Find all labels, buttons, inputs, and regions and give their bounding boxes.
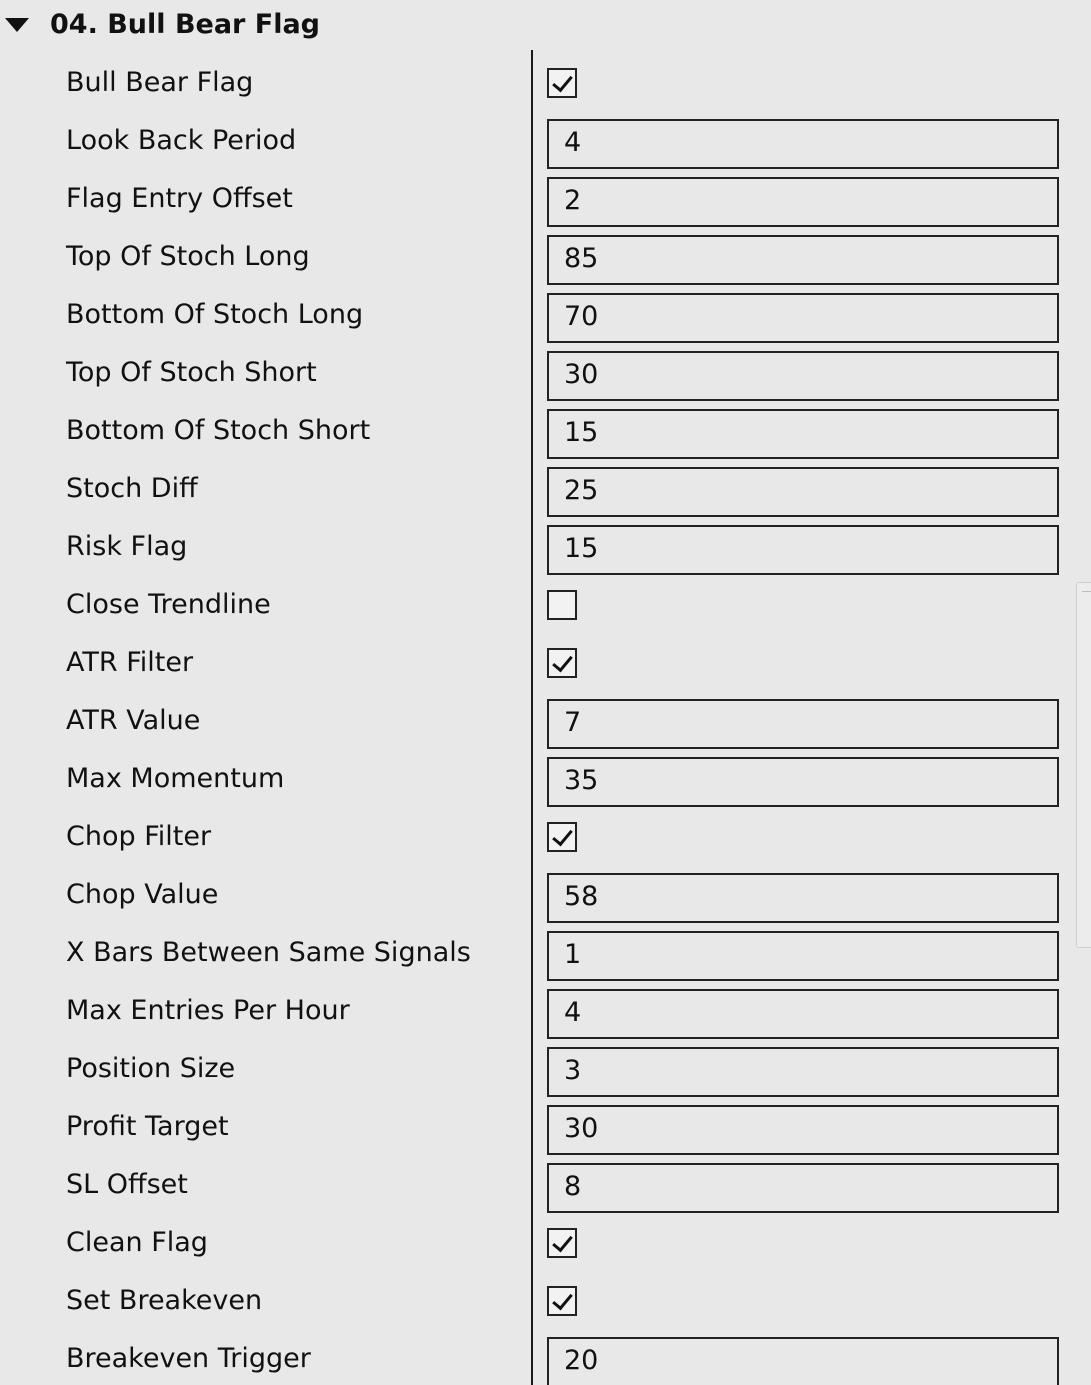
property-label: ATR Value [66, 705, 201, 736]
chop-filter-checkbox[interactable] [547, 822, 577, 852]
x-bars-between-same-signals-input[interactable]: 1 [547, 931, 1059, 981]
property-label: Set Breakeven [66, 1285, 263, 1316]
property-row-max-entries-per-hour [0, 982, 1091, 1040]
property-row-chop-value [0, 866, 1091, 924]
max-entries-per-hour-input[interactable]: 4 [547, 989, 1059, 1039]
bottom-of-stoch-long-input[interactable]: 70 [547, 293, 1059, 343]
clean-flag-checkbox[interactable] [547, 1228, 577, 1258]
property-row-breakeven-trigger [0, 1330, 1091, 1385]
property-label: Position Size [66, 1053, 236, 1084]
property-row-position-size [0, 1040, 1091, 1098]
chop-value-input[interactable]: 58 [547, 873, 1059, 923]
property-list [0, 54, 1091, 1385]
property-row-bull-bear-flag [0, 54, 1091, 112]
property-label: Flag Entry Offset [66, 183, 293, 214]
property-row-x-bars-between-same-signals [0, 924, 1091, 982]
property-row-sl-offset [0, 1156, 1091, 1214]
property-row-flag-entry-offset [0, 170, 1091, 228]
checkmark-icon [552, 1231, 573, 1253]
property-label: Top Of Stoch Short [66, 357, 317, 388]
max-momentum-input[interactable]: 35 [547, 757, 1059, 807]
atr-filter-checkbox[interactable] [547, 648, 577, 678]
stoch-diff-input[interactable]: 25 [547, 467, 1059, 517]
profit-target-input[interactable]: 30 [547, 1105, 1059, 1155]
property-row-bottom-of-stoch-short [0, 402, 1091, 460]
property-label: Chop Value [66, 879, 219, 910]
property-label: Close Trendline [66, 589, 271, 620]
property-row-max-momentum [0, 750, 1091, 808]
property-row-close-trendline [0, 576, 1091, 634]
property-row-stoch-diff [0, 460, 1091, 518]
grip-line [1082, 591, 1091, 592]
property-label: X Bars Between Same Signals [66, 937, 471, 968]
property-label: Top Of Stoch Long [66, 241, 310, 272]
checkmark-icon [552, 1289, 573, 1311]
section-header[interactable] [0, 0, 1091, 50]
checkmark-icon [552, 825, 573, 847]
close-trendline-checkbox[interactable] [547, 590, 577, 620]
property-label: SL Offset [66, 1169, 188, 1200]
property-row-chop-filter [0, 808, 1091, 866]
atr-value-input[interactable]: 7 [547, 699, 1059, 749]
top-of-stoch-long-input[interactable]: 85 [547, 235, 1059, 285]
property-row-set-breakeven [0, 1272, 1091, 1330]
property-row-look-back-period [0, 112, 1091, 170]
property-label: Profit Target [66, 1111, 229, 1142]
property-row-clean-flag [0, 1214, 1091, 1272]
property-label: Risk Flag [66, 531, 188, 562]
property-label: Chop Filter [66, 821, 212, 852]
property-row-risk-flag [0, 518, 1091, 576]
triangle-down-icon[interactable] [5, 18, 29, 32]
property-row-atr-value [0, 692, 1091, 750]
property-label: Clean Flag [66, 1227, 208, 1258]
section-title: 04. Bull Bear Flag [50, 9, 321, 40]
property-label: Max Momentum [66, 763, 285, 794]
risk-flag-input[interactable]: 15 [547, 525, 1059, 575]
checkmark-icon [552, 651, 573, 673]
position-size-input[interactable]: 3 [547, 1047, 1059, 1097]
property-label: Max Entries Per Hour [66, 995, 350, 1026]
top-of-stoch-short-input[interactable]: 30 [547, 351, 1059, 401]
look-back-period-input[interactable]: 4 [547, 119, 1059, 169]
property-label: Bottom Of Stoch Short [66, 415, 371, 446]
property-label: ATR Filter [66, 647, 194, 678]
property-label: Look Back Period [66, 125, 297, 156]
breakeven-trigger-input[interactable]: 20 [547, 1337, 1059, 1385]
bottom-of-stoch-short-input[interactable]: 15 [547, 409, 1059, 459]
checkmark-icon [552, 71, 573, 93]
flag-entry-offset-input[interactable]: 2 [547, 177, 1059, 227]
property-row-top-of-stoch-short [0, 344, 1091, 402]
property-row-top-of-stoch-long [0, 228, 1091, 286]
set-breakeven-checkbox[interactable] [547, 1286, 577, 1316]
property-label: Bull Bear Flag [66, 67, 254, 98]
property-row-bottom-of-stoch-long [0, 286, 1091, 344]
scrollbar-grip[interactable] [1076, 582, 1091, 948]
property-row-profit-target [0, 1098, 1091, 1156]
property-label: Stoch Diff [66, 473, 198, 504]
property-label: Bottom Of Stoch Long [66, 299, 364, 330]
property-row-atr-filter [0, 634, 1091, 692]
bull-bear-flag-checkbox[interactable] [547, 68, 577, 98]
sl-offset-input[interactable]: 8 [547, 1163, 1059, 1213]
property-label: Breakeven Trigger [66, 1343, 311, 1374]
